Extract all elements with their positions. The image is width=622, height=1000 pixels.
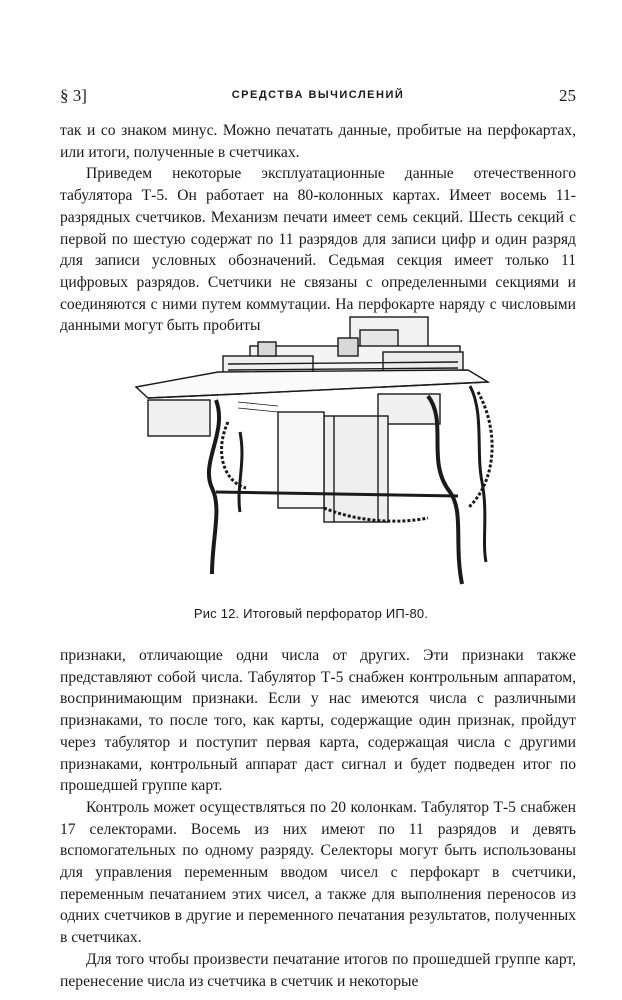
paragraph: так и со знаком минус. Можно печатать данные, пробитые на перфокартах, или итоги, полученные в счетчиках.: [60, 122, 576, 161]
figure-perforator-illustration: [128, 312, 504, 594]
figure-caption: Рис 12. Итоговый перфоратор ИП-80.: [193, 606, 429, 621]
page-number: 25: [559, 86, 576, 105]
text-block-top: [60, 120, 576, 337]
running-title: СРЕДСТВА ВЫЧИСЛЕНИЙ: [231, 89, 405, 101]
paragraph: Для того чтобы произвести печатание итогов по прошедшей группе карт, перенесение числа из счетчика в счетчик и некоторые: [60, 950, 576, 990]
page-header: [60, 84, 576, 108]
text-block-bottom: [60, 645, 576, 992]
section-number: § 3]: [60, 86, 87, 105]
perforator-drawing: [128, 312, 504, 594]
paragraph: Контроль может осуществляться по 20 колонкам. Табулятор Т-5 снабжен 17 селекторами. Восемь из них имеют по 11 разрядов и девять вспомогательных по одному разряду. Селекторы могут быть использованы для управления переменным вводом чисел с перфокарт в счетчики, переменным печатанием этих чисел, а также для выполнения переносов из одних счетчиков в другие и переменного печатания результатов, полученных в счетчиках.: [60, 798, 576, 947]
paragraph: Приведем некоторые эксплуатационные данные отечественного табулятора Т-5. Он работает на 80-колонных картах. Имеет восемь 11-разрядных счетчиков. Механизм печати имеет семь секций. Шесть секций с первой по шестую содержат по 11 разрядов для записи цифр и один разряд для записи условных обозначений. Седьмая секция имеет только 11 цифровых разрядов. Счетчики не связаны с определенными секциями и соединяются с ними путем коммутации. На перфокарте наряду с числовыми данными могут быть пробиты: [60, 165, 576, 335]
paragraph: признаки, отличающие одни числа от других. Эти признаки также представляют собой числа. Табулятор Т-5 снабжен контрольным аппаратом, воспринимающим признаки. Если у нас имеются числа с различными признаками, то после того, как карты, содержащие один признак, пройдут через табулятор и поступит первая карта, содержащая числа с другими признаками, контрольный аппарат даст сигнал и будет подведен итог по прошедшей группе карт.: [60, 647, 576, 795]
